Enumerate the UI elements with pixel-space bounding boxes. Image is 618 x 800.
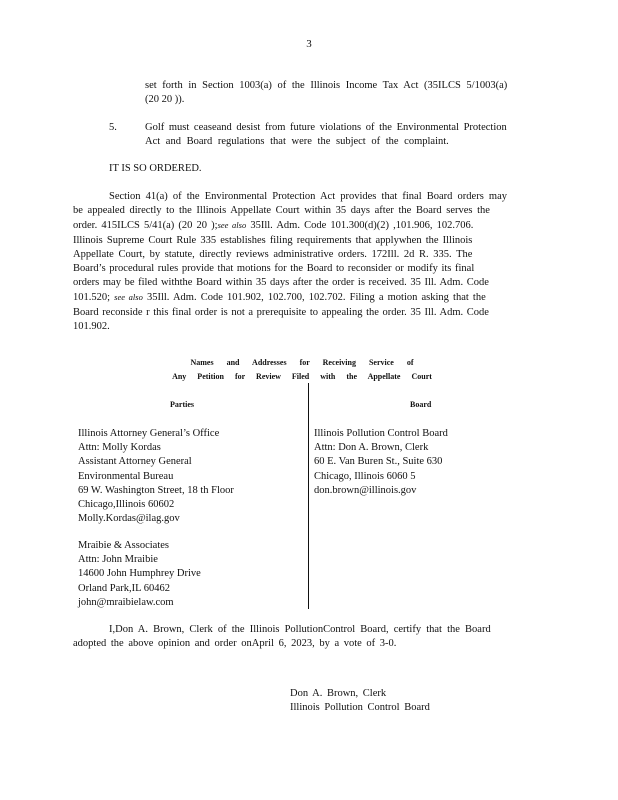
order-item-4-continuation: set forth in Section 1003(a) of the Illinois Income Tax Act (35ILCS 5/1003(a) (20 20 )). [145, 80, 508, 106]
order-item-5-number: 5. [109, 122, 117, 133]
column-divider [308, 383, 309, 609]
party-mraibie-associates: Mraibie & Associates Attn: John Mraibie 14600 John Humphrey Drive Orland Park,IL 60462 john@mraibielaw.com [78, 540, 201, 608]
page-number: 3 [306, 38, 312, 50]
party-attorney-general: Illinois Attorney General’s Office Attn: Molly Kordas Assistant Attorney General Environmental Bureau 69 W. Washington Street, 18 th Floor Chicago,Illinois 60602 Molly.Kordas@ilag.gov [78, 428, 234, 525]
order-item-5-text: Golf must ceaseand desist from future violations of the Environmental Protection Act and Board regulations that were the subject of the complaint. [145, 122, 507, 148]
service-table-heading: Names and Addresses for Receiving Service of Any Petition for Review Filed with the Appellate Court [172, 358, 432, 381]
board-column-header: Board [410, 400, 432, 409]
appeal-paragraph: Section 41(a) of the Environmental Protection Act provides that final Board orders may be appealed directly to the Illinois Appellate Court within 35 days after the Board serves the order. 415ILCS 5/41(a) (20 20 );see also 35Ill. Adm. Code 101.300(d)(2) ,101.906, 102.706. Illinois Supreme Court Rule 335 establishes filing requirements that applywhen the Illinois Appellate Court, by statute, directly reviews administrative orders. 172Ill. 2d R. 335. The Board’s procedural rules provide that motions for the Board to reconsider or modify its final orders may be filed withthe Board within 35 days after the order is received. 35 Ill. Adm. Code 101.520; see also 35Ill. Adm. Code 101.902, 102.700, 102.702. Filing a motion asking that the Board reconside r this final order is not a prerequisite to appealing the order. 35 Ill. Adm. Code 101.902. [73, 191, 507, 332]
parties-column-header: Parties [170, 400, 194, 409]
board-address: Illinois Pollution Control Board Attn: Don A. Brown, Clerk 60 E. Van Buren St., Suite 630 Chicago, Illinois 6060 5 don.brown@illinois.gov [314, 428, 448, 496]
certification-paragraph: I,Don A. Brown, Clerk of the Illinois PollutionControl Board, certify that the Board adopted the above opinion and order onApril 6, 2023, by a vote of 3-0. [73, 624, 491, 650]
so-ordered: IT IS SO ORDERED. [109, 163, 202, 174]
clerk-signature: Don A. Brown, Clerk Illinois Pollution Control Board [290, 688, 430, 714]
